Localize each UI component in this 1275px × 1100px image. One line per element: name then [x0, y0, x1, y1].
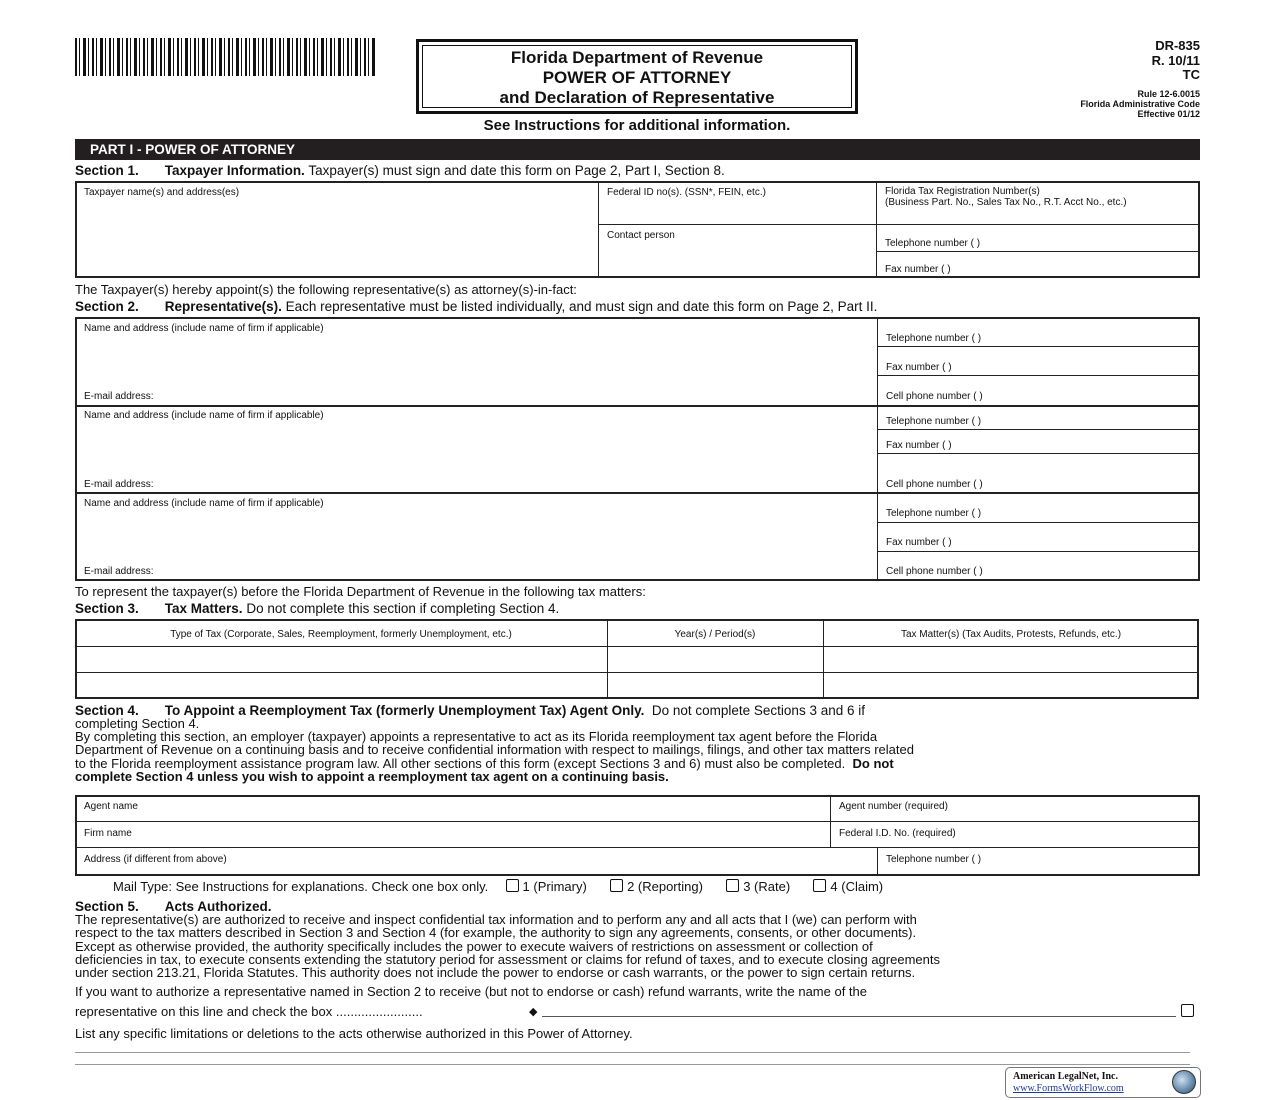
rep2-fax-field[interactable]: Fax number ( ): [886, 440, 952, 451]
form-code: TC: [1182, 67, 1200, 82]
section3-title: Tax Matters.: [164, 601, 243, 616]
arrow-icon: ◆: [529, 1006, 538, 1018]
legalnet-badge: [1005, 1067, 1201, 1098]
mail-type-claim-label: 4 (Claim): [830, 879, 884, 894]
section1-desc: Taxpayer(s) must sign and date this form on Page 2, Part I, Section 8.: [308, 163, 725, 178]
rep3-fax-field[interactable]: Fax number ( ): [886, 537, 952, 548]
firm-name-field[interactable]: Firm name: [84, 828, 132, 839]
form-number: DR-835: [1155, 38, 1200, 53]
section3-desc: Do not complete this section if completing Section 4.: [246, 601, 560, 616]
appoint-text: The Taxpayer(s) hereby appoint(s) the following representative(s) as attorney(s)-in-fact:: [75, 282, 577, 297]
section1-num: Section 1.: [75, 163, 139, 178]
agent-fein-field[interactable]: Federal I.D. No. (required): [839, 828, 956, 839]
mail-type-rate-checkbox[interactable]: [726, 879, 739, 892]
rep2-cell-field[interactable]: Cell phone number ( ): [886, 479, 983, 490]
rep2-email-field[interactable]: E-mail address:: [84, 479, 154, 490]
rep1-name-field[interactable]: Name and address (include name of firm if applicable): [84, 323, 324, 334]
limitations-text: List any specific limitations or deletions to the acts otherwise authorized in this Power of Attorney.: [75, 1026, 633, 1041]
section4-para-2: Department of Revenue on a continuing basis and to receive confidential information with respect to mailings, filings, and other tax matters related: [75, 742, 914, 757]
section5-p2: respect to the tax matters described in Section 3 and Section 4 (for example, the authority to sign any agreements, consents, or other documents).: [75, 925, 917, 940]
mail-type-primary-checkbox[interactable]: [506, 879, 519, 892]
tax-matter-header: Tax Matter(s) (Tax Audits, Protests, Refunds, etc.): [900, 629, 1122, 640]
mail-type-reporting-checkbox[interactable]: [610, 879, 623, 892]
rep3-cell-field[interactable]: Cell phone number ( ): [886, 566, 983, 577]
rule-ref: Rule 12-6.0015: [1137, 89, 1200, 99]
section2-num: Section 2.: [75, 299, 139, 314]
refund-text-1: If you want to authorize a representative named in Section 2 to receive (but not to endorse or cash) refund warrants, write the name of the: [75, 984, 867, 999]
taxpayer-fax-field[interactable]: Fax number ( ): [885, 264, 951, 275]
section2-desc: Each representative must be listed individually, and must sign and date this form on Page 2, Part II.: [285, 299, 878, 314]
section3-heading: [75, 601, 559, 616]
refund-checkbox[interactable]: [1181, 1004, 1194, 1017]
refund-name-line[interactable]: [542, 1016, 1176, 1017]
taxpayer-name-field[interactable]: Taxpayer name(s) and address(es): [84, 187, 240, 198]
section4-num: Section 4.: [75, 703, 139, 718]
mail-type-primary-label: 1 (Primary): [522, 879, 587, 894]
effective-date: Effective 01/12: [1137, 109, 1200, 119]
form-subtitle: and Declaration of Representative: [499, 88, 775, 107]
rep3-email-field[interactable]: E-mail address:: [84, 566, 154, 577]
section4-table: [75, 795, 1200, 876]
section4-para-3-bold: Do not: [852, 756, 894, 771]
section4-para-4: complete Section 4 unless you wish to appoint a reemployment tax agent on a continuing basis.: [75, 769, 669, 784]
mail-type-reporting-label: 2 (Reporting): [627, 879, 703, 894]
section4-desc: Do not complete Sections 3 and 6 if: [651, 703, 865, 718]
mail-type-rate-label: 3 (Rate): [743, 879, 791, 894]
refund-text-2: representative on this line and check the box ........................: [75, 1004, 423, 1019]
rep1-fax-field[interactable]: Fax number ( ): [886, 362, 952, 373]
section5-num: Section 5.: [75, 899, 139, 914]
section2-title: Representative(s).: [164, 299, 282, 314]
section3-num: Section 3.: [75, 601, 139, 616]
rep1-phone-field[interactable]: Telephone number ( ): [886, 333, 982, 344]
section5-p3: Except as otherwise provided, the authority specifically includes the power to execute waivers of restrictions on assessment or collection of: [75, 939, 873, 954]
rep1-cell-field[interactable]: Cell phone number ( ): [886, 391, 983, 402]
globe-icon: [1172, 1070, 1196, 1094]
section5-p1: The representative(s) are authorized to receive and inspect confidential tax information and to perform any and all acts that I (we) can perform with: [75, 912, 917, 927]
rep1-email-field[interactable]: E-mail address:: [84, 391, 154, 402]
section1-heading: [75, 163, 725, 178]
rep2-name-field[interactable]: Name and address (include name of firm if applicable): [84, 410, 324, 421]
represent-text: To represent the taxpayer(s) before the Florida Department of Revenue in the following tax matters:: [75, 584, 646, 599]
contact-person-field[interactable]: Contact person: [607, 230, 675, 241]
section2-table: [75, 317, 1200, 581]
section5-p4: deficiencies in tax, to execute consents extending the statutory period for assessment or claims for refund of taxes, and to execute closing agreements: [75, 952, 940, 967]
rep2-phone-field[interactable]: Telephone number ( ): [886, 416, 982, 427]
section4-para-1: By completing this section, an employer (taxpayer) appoints a representative to act as its Florida reemployment tax agent before the Florida: [75, 729, 878, 744]
tax-type-header: Type of Tax (Corporate, Sales, Reemployment, formerly Unemployment, etc.): [170, 629, 512, 640]
legalnet-url[interactable]: www.FormsWorkFlow.com: [1013, 1083, 1124, 1094]
section5-title: Acts Authorized.: [164, 899, 272, 914]
title-box: [416, 39, 858, 114]
tax-registration-hint: (Business Part. No., Sales Tax No., R.T. Acct No., etc.): [885, 197, 1127, 208]
agent-phone-field[interactable]: Telephone number ( ): [886, 854, 982, 865]
mail-type-row: [113, 879, 883, 894]
taxpayer-phone-field[interactable]: Telephone number ( ): [885, 238, 981, 249]
section1-title: Taxpayer Information.: [164, 163, 305, 178]
legalnet-company: American LegalNet, Inc.: [1013, 1071, 1118, 1082]
mail-type-label: Mail Type: See Instructions for explanations. Check one box only.: [113, 879, 489, 894]
instructions-note: See Instructions for additional information.: [483, 117, 791, 134]
tax-registration-field[interactable]: Florida Tax Registration Number(s): [885, 186, 1040, 197]
agency-name: Florida Department of Revenue: [510, 48, 764, 67]
part1-banner: [75, 139, 1200, 160]
section5-p5: under section 213.21, Florida Statutes. This authority does not include the power to endorse or cash warrants, or the power to sign certain returns.: [75, 965, 916, 980]
agent-address-field[interactable]: Address (if different from above): [84, 854, 227, 865]
section4-para-3-text: to the Florida reemployment assistance program law. All other sections of this form (except Sections 3 and 6) must also be completed.: [75, 756, 846, 771]
form-title: POWER OF ATTORNEY: [542, 68, 732, 87]
part1-banner-text: PART I - POWER OF ATTORNEY: [90, 142, 295, 157]
rep3-name-field[interactable]: Name and address (include name of firm if applicable): [84, 498, 324, 509]
admin-code: Florida Administrative Code: [1080, 99, 1200, 109]
form-revision: R. 10/11: [1151, 53, 1200, 68]
mail-type-claim-checkbox[interactable]: [813, 879, 826, 892]
limitations-line-2[interactable]: [75, 1064, 1190, 1065]
federal-id-field[interactable]: Federal ID no(s). (SSN*, FEIN, etc.): [607, 187, 766, 198]
section2-heading: [75, 299, 877, 314]
barcode: [75, 38, 375, 76]
section4-desc-cont: completing Section 4.: [75, 716, 200, 731]
agent-number-field[interactable]: Agent number (required): [839, 801, 948, 812]
section4-title: To Appoint a Reemployment Tax (formerly Unemployment Tax) Agent Only.: [164, 703, 645, 718]
limitations-line-1[interactable]: [75, 1052, 1190, 1053]
agent-name-field[interactable]: Agent name: [84, 801, 138, 812]
rep3-phone-field[interactable]: Telephone number ( ): [886, 508, 982, 519]
period-header: Year(s) / Period(s): [674, 629, 756, 640]
